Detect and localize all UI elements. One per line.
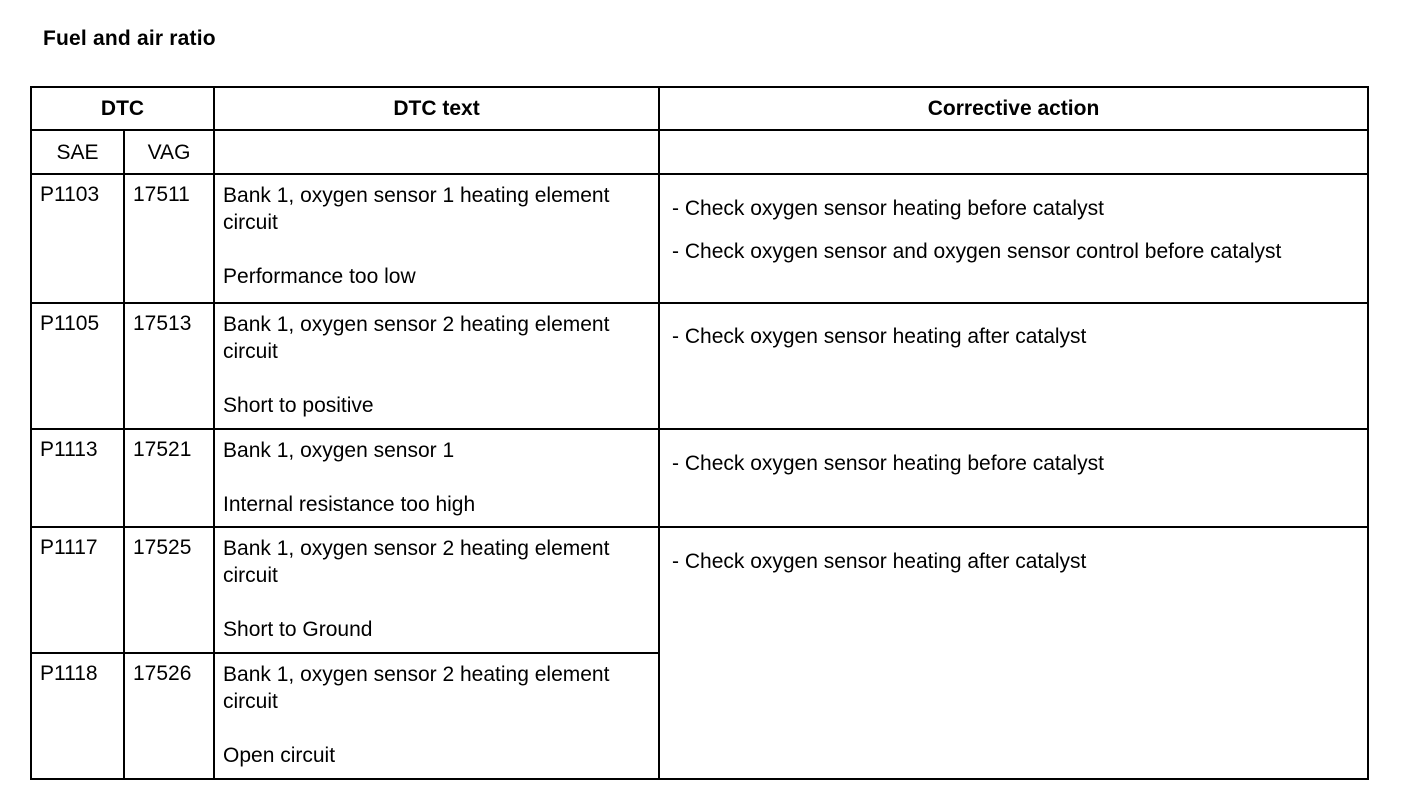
dtc-description: Bank 1, oxygen sensor 1 heating element circuit [223,184,610,234]
vag-code: 17511 [124,174,214,303]
action-item: - Check oxygen sensor heating after catalyst [672,550,1087,573]
action-item: - Check oxygen sensor heating before catalyst [672,452,1104,475]
table-row [31,174,1368,303]
vag-code: 17521 [124,429,214,527]
sae-code: P1113 [31,429,124,527]
header-row [31,87,1368,130]
header-dtc: DTC [31,87,214,130]
sae-code: P1105 [31,303,124,429]
sae-code: P1103 [31,174,124,303]
header-corrective-action: Corrective action [659,87,1368,130]
dtc-description: Bank 1, oxygen sensor 2 heating element circuit [223,313,610,363]
sae-code: P1118 [31,653,124,779]
dtc-condition: Open circuit [223,744,336,767]
vag-code: 17526 [124,653,214,779]
dtc-text-cell [214,303,659,429]
subheader-vag: VAG [124,130,214,174]
vag-code: 17525 [124,527,214,653]
subheader-empty-action [659,130,1368,174]
dtc-table [30,86,1369,780]
dtc-text-cell [214,527,659,653]
dtc-description: Bank 1, oxygen sensor 2 heating element circuit [223,537,610,587]
dtc-condition: Short to Ground [223,618,373,641]
dtc-condition: Performance too low [223,265,416,288]
dtc-text-cell [214,174,659,303]
corrective-action-cell [659,527,1368,779]
action-item: - Check oxygen sensor and oxygen sensor control before catalyst [672,240,1282,263]
corrective-action-cell [659,303,1368,429]
vag-code: 17513 [124,303,214,429]
subheader-sae: SAE [31,130,124,174]
table-row [31,429,1368,527]
action-item: - Check oxygen sensor heating before catalyst [672,197,1104,220]
table-row [31,303,1368,429]
subheader-row [31,130,1368,174]
action-item: - Check oxygen sensor heating after catalyst [672,325,1087,348]
dtc-text-cell [214,429,659,527]
table-row [31,527,1368,653]
corrective-action-cell [659,429,1368,527]
header-dtc-text: DTC text [214,87,659,130]
dtc-condition: Internal resistance too high [223,493,476,516]
corrective-action-cell [659,174,1368,303]
dtc-description: Bank 1, oxygen sensor 2 heating element circuit [223,663,610,713]
dtc-condition: Short to positive [223,394,374,417]
page-title: Fuel and air ratio [43,27,216,50]
dtc-description: Bank 1, oxygen sensor 1 [223,439,455,462]
subheader-empty-text [214,130,659,174]
sae-code: P1117 [31,527,124,653]
dtc-text-cell [214,653,659,779]
